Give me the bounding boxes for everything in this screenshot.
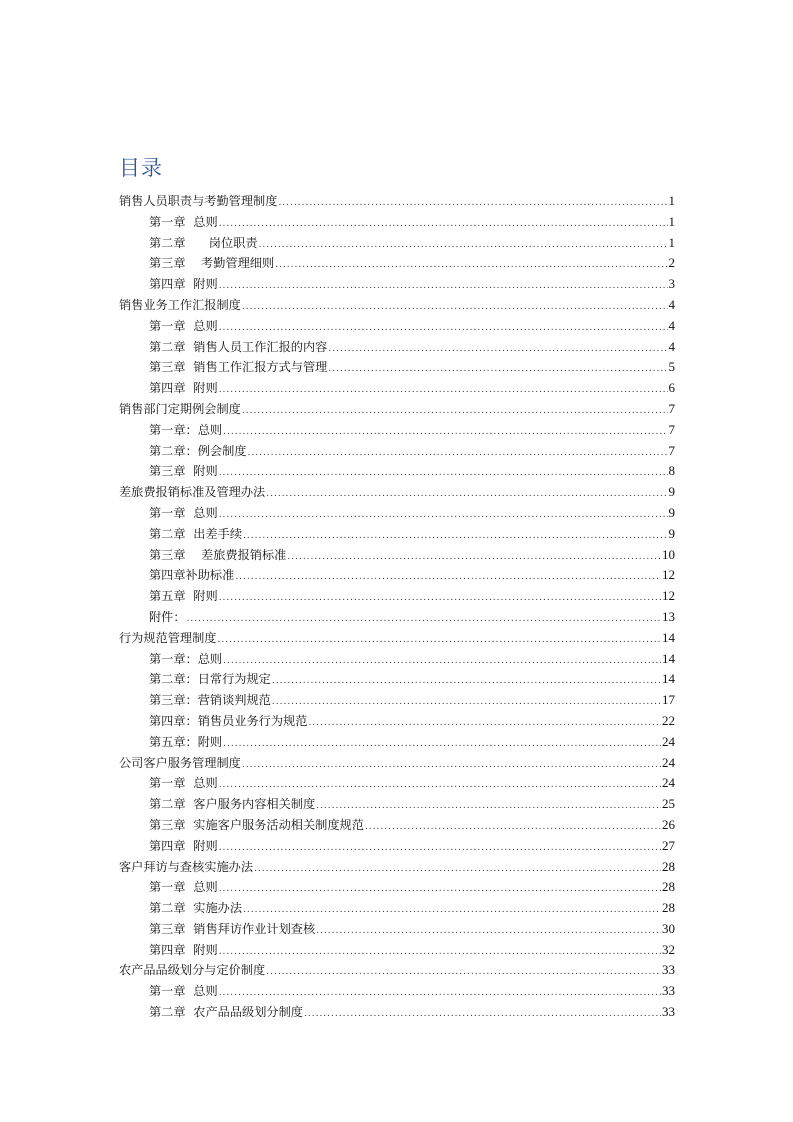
toc-entry-chapter[interactable] <box>119 981 675 1002</box>
dot-leader <box>278 193 667 212</box>
dot-leader <box>219 276 668 295</box>
toc-entry-chapter[interactable] <box>119 545 675 566</box>
toc-entry-chapter[interactable] <box>119 794 675 815</box>
toc-entry-chapter[interactable] <box>119 524 675 545</box>
dot-leader <box>266 484 667 503</box>
toc-entry-label: 第一章 总则 <box>149 776 218 791</box>
toc-entry-page-number: 33 <box>662 983 675 999</box>
dot-leader <box>218 630 662 649</box>
toc-entry-section[interactable] <box>119 399 675 420</box>
dot-leader <box>316 921 661 940</box>
dot-leader <box>272 671 661 690</box>
toc-entry-page-number: 9 <box>668 525 675 541</box>
dot-leader <box>316 796 661 815</box>
toc-entry-section[interactable] <box>119 960 675 981</box>
toc-entry-chapter[interactable] <box>119 233 675 254</box>
toc-entry-page-number: 8 <box>668 463 675 479</box>
toc-entry-chapter[interactable] <box>119 316 675 337</box>
dot-leader <box>219 879 661 898</box>
toc-entry-page-number: 28 <box>662 858 675 874</box>
toc-entry-chapter[interactable] <box>119 649 675 670</box>
toc-entry-label: 第一章：总则 <box>149 651 223 666</box>
toc-entry-page-number: 22 <box>662 712 675 728</box>
dot-leader <box>223 734 661 753</box>
toc-entry-section[interactable] <box>119 857 675 878</box>
toc-entry-chapter[interactable] <box>119 607 675 628</box>
toc-entry-chapter[interactable] <box>119 773 675 794</box>
toc-entry-label: 第三章 销售拜访作业计划查核 <box>149 921 316 936</box>
toc-entry-chapter[interactable] <box>119 503 675 524</box>
toc-entry-chapter[interactable] <box>119 253 675 274</box>
toc-entry-page-number: 1 <box>668 193 675 208</box>
toc-entry-label: 第四章：销售员业务行为规范 <box>149 713 308 728</box>
toc-entry-label: 第三章：营销谈判规范 <box>149 693 271 708</box>
toc-entry-page-number: 10 <box>662 546 675 562</box>
toc-entry-chapter[interactable] <box>119 357 675 378</box>
toc-entry-chapter[interactable] <box>119 212 675 233</box>
toc-entry-label: 第二章 销售人员工作汇报的内容 <box>149 339 328 354</box>
toc-entry-label: 第二章 实施办法 <box>149 901 243 916</box>
dot-leader <box>219 380 668 399</box>
toc-entry-page-number: 12 <box>662 567 675 583</box>
toc-entry-chapter[interactable] <box>119 669 675 690</box>
toc-entry-page-number: 28 <box>662 879 675 895</box>
toc-entry-page-number: 4 <box>668 317 675 333</box>
toc-entry-page-number: 24 <box>662 754 675 770</box>
dot-leader <box>287 547 661 566</box>
dot-leader <box>219 588 661 607</box>
toc-entry-section[interactable] <box>119 628 675 649</box>
toc-entry-page-number: 7 <box>668 442 675 458</box>
toc-entry-page-number: 14 <box>662 629 675 645</box>
toc-entry-label: 第四章 附则 <box>149 277 218 292</box>
toc-entry-page-number: 4 <box>668 296 675 312</box>
toc-entry-page-number: 2 <box>668 255 675 271</box>
toc-entry-label: 第一章 总则 <box>149 880 218 895</box>
dot-leader <box>328 339 667 358</box>
dot-leader <box>304 1004 661 1023</box>
dot-leader <box>223 651 661 670</box>
toc-entry-label: 第二章：例会制度 <box>149 443 247 458</box>
toc-entry-label: 第二章：日常行为规定 <box>149 672 271 687</box>
toc-entry-label: 第四章 附则 <box>149 942 218 957</box>
toc-entry-label: 第三章 附则 <box>149 464 218 479</box>
toc-entry-label: 第三章 销售工作汇报方式与管理 <box>149 360 328 375</box>
dot-leader <box>219 775 661 794</box>
toc-entry-page-number: 9 <box>668 504 675 520</box>
dot-leader <box>243 900 661 919</box>
toc-entry-label: 行为规范管理制度 <box>119 630 217 645</box>
toc-entry-page-number: 12 <box>662 588 675 604</box>
toc-entry-chapter[interactable] <box>119 565 675 586</box>
toc-entry-chapter[interactable] <box>119 1002 675 1023</box>
toc-entry-label: 附件： <box>149 609 186 624</box>
dot-leader <box>187 609 661 628</box>
toc-entry-label: 销售人员职责与考勤管理制度 <box>119 194 278 208</box>
toc-entry-chapter[interactable] <box>119 815 675 836</box>
toc-entry-page-number: 1 <box>668 213 675 229</box>
toc-entry-label: 第二章 岗位职责 <box>149 235 258 250</box>
dot-leader <box>219 983 661 1002</box>
toc-entry-page-number: 1 <box>668 234 675 250</box>
toc-entry-label: 第五章 附则 <box>149 589 218 604</box>
toc-entry-page-number: 26 <box>662 816 675 832</box>
toc-entry-page-number: 13 <box>662 608 675 624</box>
toc-entry-chapter[interactable] <box>119 877 675 898</box>
toc-entry-label: 第三章 考勤管理细则 <box>149 256 275 271</box>
dot-leader <box>242 401 668 420</box>
toc-entry-page-number: 7 <box>668 400 675 416</box>
toc-entry-label: 第四章补助标准 <box>149 568 235 583</box>
toc-entry-label: 第二章 出差手续 <box>149 526 243 541</box>
toc-entry-page-number: 27 <box>662 837 675 853</box>
toc-entry-section[interactable] <box>119 753 675 774</box>
toc-entry-label: 公司客户服务管理制度 <box>119 755 241 770</box>
toc-entry-page-number: 24 <box>662 775 675 791</box>
toc-entry-label: 第二章 客户服务内容相关制度 <box>149 797 316 812</box>
toc-entry-label: 销售业务工作汇报制度 <box>119 297 241 312</box>
toc-entry-section[interactable] <box>119 482 675 503</box>
toc-entry-chapter[interactable] <box>119 711 675 732</box>
toc-entry-page-number: 24 <box>662 733 675 749</box>
toc-entry-chapter[interactable] <box>119 420 675 441</box>
toc-entry-label: 销售部门定期例会制度 <box>119 401 241 416</box>
toc-entry-chapter[interactable] <box>119 898 675 919</box>
toc-entry-page-number: 6 <box>668 380 675 396</box>
toc-entry-section[interactable] <box>119 295 675 316</box>
dot-leader <box>219 463 668 482</box>
toc-entry-label: 第一章：总则 <box>149 422 223 437</box>
toc-entry-chapter[interactable] <box>119 274 675 295</box>
dot-leader <box>219 942 661 961</box>
dot-leader <box>272 692 661 711</box>
toc-entry-chapter[interactable] <box>119 940 675 961</box>
toc-entry-label: 差旅费报销标准及管理办法 <box>119 485 266 500</box>
dot-leader <box>219 505 668 524</box>
dot-leader <box>223 422 667 441</box>
toc-entry-label: 第四章 附则 <box>149 381 218 396</box>
toc-entry-page-number: 4 <box>668 338 675 354</box>
toc-entry-label: 第一章 总则 <box>149 505 218 520</box>
dot-leader <box>243 526 667 545</box>
toc-entry-label: 第四章 附则 <box>149 838 218 853</box>
toc-entry-page-number: 28 <box>662 900 675 916</box>
toc-entry-chapter[interactable] <box>119 690 675 711</box>
toc-entry-label: 第一章 总则 <box>149 214 218 229</box>
toc-entry-chapter[interactable] <box>119 732 675 753</box>
toc-entry-label: 第二章 农产品品级划分制度 <box>149 1005 303 1020</box>
toc-entry-page-number: 17 <box>662 692 675 708</box>
toc-entry-chapter[interactable] <box>119 836 675 857</box>
toc-entry-chapter[interactable] <box>119 378 675 399</box>
toc-entry-label: 第一章 总则 <box>149 984 218 999</box>
toc-entry-page-number: 14 <box>662 650 675 666</box>
toc-entry-label: 客户拜访与查核实施办法 <box>119 859 254 874</box>
dot-leader <box>219 838 661 857</box>
dot-leader <box>248 443 668 462</box>
toc-entry-page-number: 25 <box>662 796 675 812</box>
dot-leader <box>266 962 661 981</box>
dot-leader <box>328 359 667 378</box>
toc-entry-label: 农产品品级划分与定价制度 <box>119 963 266 978</box>
toc-entry-label: 第三章 实施客户服务活动相关制度规范 <box>149 817 364 832</box>
toc-entry-label: 第一章 总则 <box>149 318 218 333</box>
toc-entry-page-number: 33 <box>662 962 675 978</box>
toc-entry-page-number: 9 <box>668 484 675 500</box>
dot-leader <box>308 713 661 732</box>
toc-entry-page-number: 33 <box>662 1004 675 1020</box>
dot-leader <box>242 755 661 774</box>
dot-leader <box>219 214 668 233</box>
toc-entry-chapter[interactable] <box>119 337 675 358</box>
toc-entry-page-number: 14 <box>662 671 675 687</box>
toc-entry-chapter[interactable] <box>119 441 675 462</box>
dot-leader <box>219 318 668 337</box>
toc-entry-section[interactable] <box>119 191 675 212</box>
toc-entry-page-number: 3 <box>668 276 675 292</box>
toc-entry-page-number: 32 <box>662 941 675 957</box>
toc-entry-chapter[interactable] <box>119 586 675 607</box>
toc-entry-page-number: 30 <box>662 920 675 936</box>
dot-leader <box>365 817 661 836</box>
toc-entry-label: 第五章：附则 <box>149 734 223 749</box>
dot-leader <box>275 255 667 274</box>
toc-list <box>119 191 675 1023</box>
toc-entry-page-number: 5 <box>668 359 675 375</box>
toc-entry-page-number: 7 <box>668 421 675 437</box>
toc-entry-chapter[interactable] <box>119 461 675 482</box>
dot-leader <box>242 297 668 316</box>
toc-entry-label: 第三章 差旅费报销标准 <box>149 547 287 562</box>
dot-leader <box>259 235 668 254</box>
toc-title: 目录 <box>119 156 163 180</box>
dot-leader <box>254 859 661 878</box>
toc-entry-chapter[interactable] <box>119 919 675 940</box>
dot-leader <box>235 567 661 586</box>
